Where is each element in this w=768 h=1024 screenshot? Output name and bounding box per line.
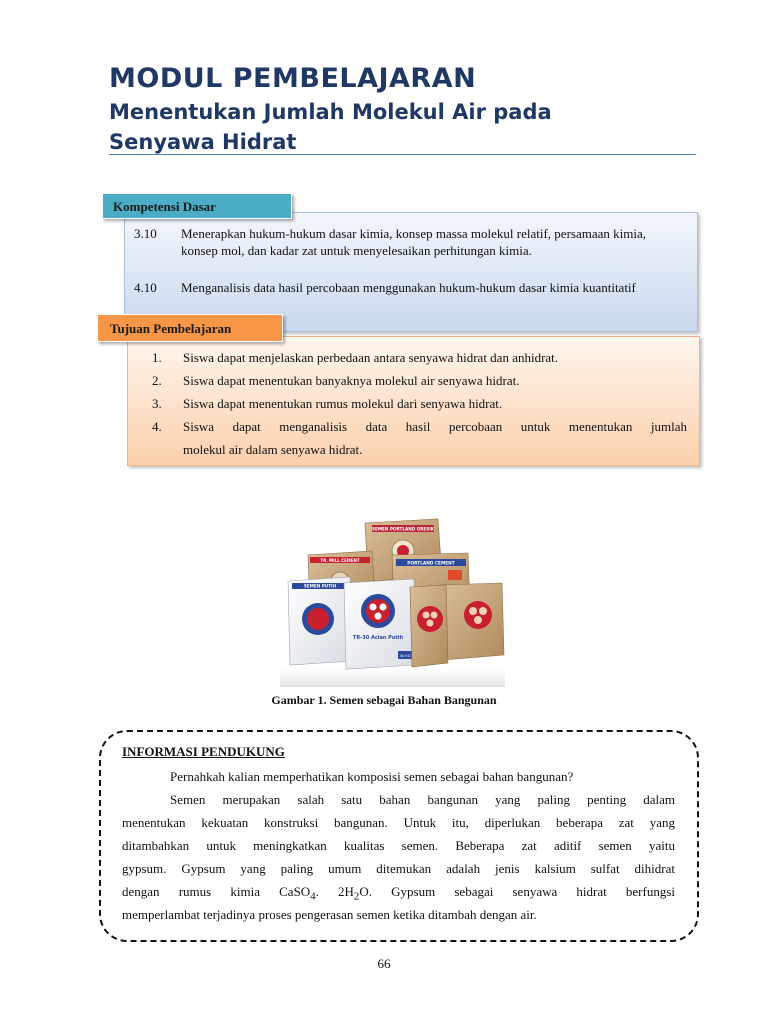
tujuan-item-text: Siswa dapat menganalisis data hasil percobaan untuk menentukan jumlah — [183, 419, 687, 434]
formula-text-b: . 2H — [315, 884, 354, 899]
info-paragraph-2-line-4: gypsum. Gypsum yang paling umum ditemukan adalah jenis kalsium sulfat dihidrat — [122, 861, 675, 876]
bag-front-right — [410, 585, 448, 667]
tujuan-label: Tujuan Pembelajaran — [97, 314, 283, 342]
module-title-block — [109, 62, 552, 156]
formula-text-a: dengan rumus kimia CaSO — [122, 884, 311, 899]
bag-semen-putih — [288, 577, 352, 665]
formula-subscript-4: 4 — [310, 890, 316, 903]
info-paragraph-1: Pernahkah kalian memperhatikan komposisi semen sebagai bahan bangunan? — [170, 769, 574, 784]
formula-text-c: O. Gypsum sebagai senyawa hidrat berfungsi — [359, 884, 675, 899]
figure-caption: Gambar 1. Semen sebagai Bahan Bangunan — [271, 693, 497, 707]
svg-text:TR-30 Acian Putih: TR-30 Acian Putih — [352, 635, 404, 641]
info-paragraph-2-line-5 — [122, 883, 675, 906]
info-paragraph-2-line-2: menentukan kekuatan konstruksi bangunan. Untuk itu, diperlukan beberapa zat yang — [122, 815, 675, 830]
module-subtitle-line2: Senyawa Hidrat — [109, 130, 297, 154]
bag-back-right — [440, 583, 504, 660]
tujuan-item-text: Siswa dapat menjelaskan perbedaan antara senyawa hidrat dan anhidrat. — [183, 350, 559, 365]
tujuan-item-text-line2: molekul air dalam senyawa hidrat. — [183, 442, 363, 457]
floor-shadow — [280, 665, 505, 687]
svg-text:PORTLAND CEMENT: PORTLAND CEMENT — [407, 561, 455, 567]
page-number: 66 — [377, 956, 391, 971]
formula-subscript-2: 2 — [353, 890, 360, 903]
svg-text:SEMEN PORTLAND GRESIK: SEMEN PORTLAND GRESIK — [371, 526, 435, 532]
kompetensi-item-text: Menganalisis data hasil percobaan menggunakan hukum-hukum dasar kimia kuantitatif — [181, 280, 636, 295]
kompetensi-item-num: 3.10 — [134, 226, 157, 241]
kompetensi-item-text: Menerapkan hukum-hukum dasar kimia, konsep massa molekul relatif, persamaan kimia, konsep mol, dan kadar zat untuk menyelesaikan perhitungan kimia. — [181, 226, 646, 258]
info-paragraph-2-line-6: memperlambat terjadinya proses pengerasan semen ketika ditambah dengan air. — [122, 907, 537, 922]
cement-bags-photo — [280, 515, 505, 687]
tujuan-item-num: 1. — [152, 350, 162, 365]
title-divider — [109, 154, 696, 155]
tujuan-item-num: 4. — [152, 419, 162, 434]
info-title: INFORMASI PENDUKUNG — [122, 744, 285, 759]
kompetensi-label: Kompetensi Dasar — [102, 193, 292, 219]
bag-acian-putih — [344, 579, 416, 669]
kompetensi-item-num: 4.10 — [134, 280, 157, 295]
module-title: MODUL PEMBELAJARAN — [109, 63, 477, 94]
tujuan-item-text: Siswa dapat menentukan rumus molekul dari senyawa hidrat. — [183, 396, 503, 411]
tujuan-item-num: 3. — [152, 396, 162, 411]
tujuan-item-num: 2. — [152, 373, 162, 388]
svg-text:40 KG: 40 KG — [399, 654, 411, 658]
svg-text:SEMEN PUTIH: SEMEN PUTIH — [303, 583, 337, 589]
info-paragraph-2-line-3: ditambahkan untuk meningkatkan kualitas semen. Beberapa zat aditif semen yaitu — [122, 838, 675, 853]
svg-text:TR. MILL CEMENT: TR. MILL CEMENT — [320, 557, 360, 563]
tujuan-item-text: Siswa dapat menentukan banyaknya molekul air senyawa hidrat. — [183, 373, 520, 388]
module-subtitle-line1: Menentukan Jumlah Molekul Air pada — [109, 100, 552, 124]
info-paragraph-2-line-1: Semen merupakan salah satu bahan bangunan yang paling penting dalam — [170, 792, 675, 807]
